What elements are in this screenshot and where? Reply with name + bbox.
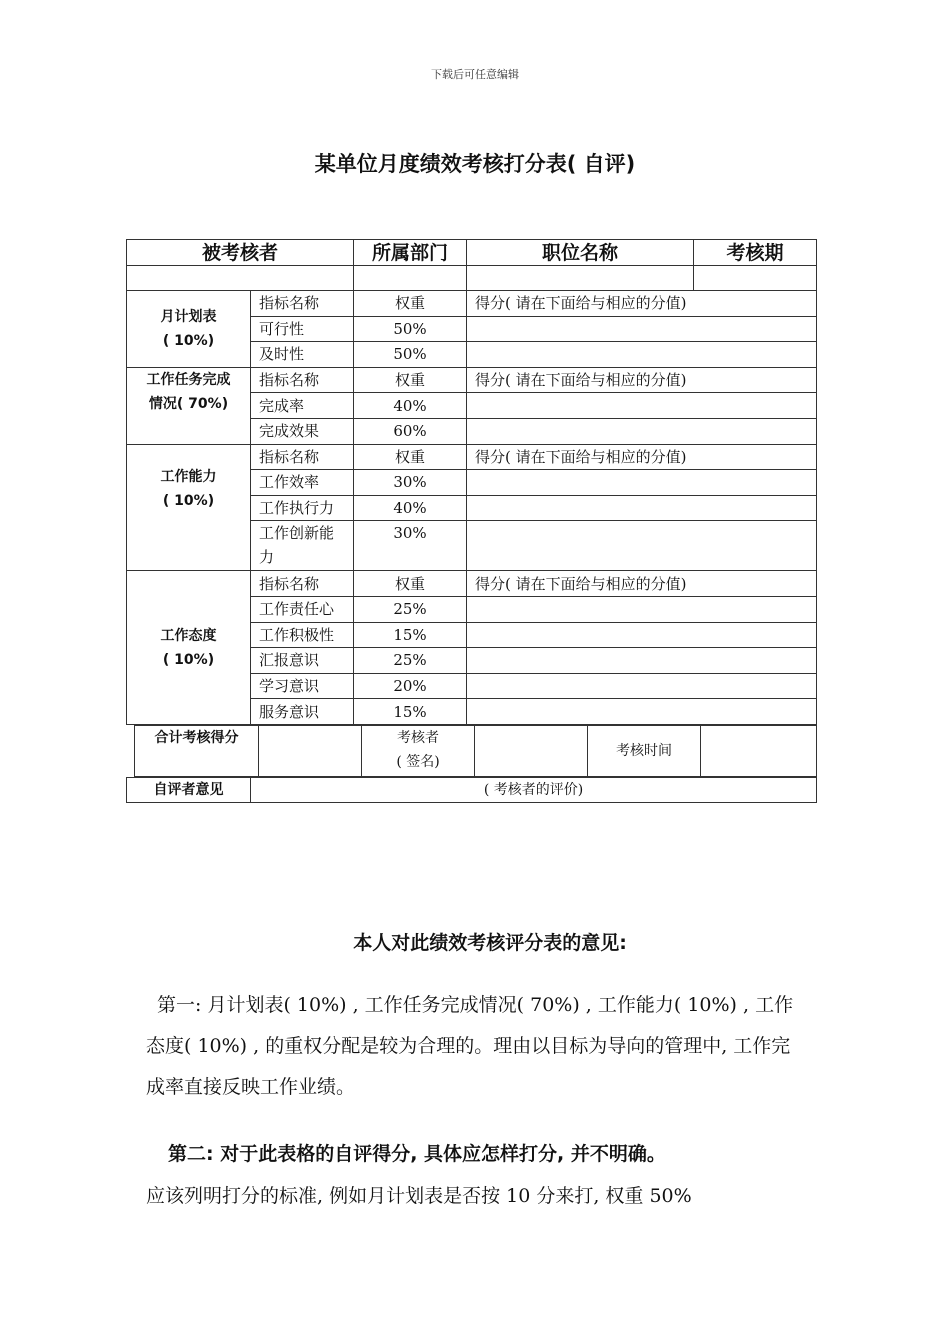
indicator-name: 完成效果 [251, 418, 354, 444]
category-pct: 情况( 70%) [148, 395, 229, 412]
indicator-name: 及时性 [251, 342, 354, 368]
opinion-row [127, 778, 817, 803]
indicator-weight: 15% [354, 622, 467, 648]
table-row [127, 444, 817, 470]
category-cell [127, 291, 251, 368]
period-cell[interactable] [694, 266, 817, 291]
weight-head: 权重 [354, 367, 467, 393]
score-cell[interactable] [467, 316, 817, 342]
indicator-weight: 50% [354, 316, 467, 342]
indicator-weight: 50% [354, 342, 467, 368]
self-opinion-label: 自评者意见 [127, 778, 251, 803]
paragraph-1: 第一: 月计划表( 10%) , 工作任务完成情况( 70%) , 工作能力( 10%) , 工作态度( 10%) , 的重权分配是较为合理的。理由以目标为导向的管理中, 工作完成率直接反映工作业绩。 [146, 994, 794, 1098]
indicator-weight: 30% [354, 470, 467, 496]
assessee-cell[interactable] [127, 266, 354, 291]
indicator-weight: 30% [354, 521, 467, 571]
category-name: 工作任务完成 [146, 371, 231, 388]
indicator-name: 工作创新能力 [251, 521, 354, 571]
score-cell[interactable] [467, 673, 817, 699]
assessor-label: 考核者 [397, 730, 439, 746]
weight-head: 权重 [354, 571, 467, 597]
score-cell[interactable] [467, 622, 817, 648]
score-cell[interactable] [467, 495, 817, 521]
indicator-name: 工作积极性 [251, 622, 354, 648]
score-cell[interactable] [467, 521, 817, 571]
category-cell [127, 444, 251, 571]
score-cell[interactable] [467, 648, 817, 674]
info-header-period: 考核期 [694, 240, 817, 266]
score-cell[interactable] [467, 596, 817, 622]
paragraph-2: 第二: 对于此表格的自评得分, 具体应怎样打分, 并不明确。 [168, 1143, 666, 1165]
category-name: 工作能力 [160, 468, 217, 485]
indicator-weight: 25% [354, 648, 467, 674]
table-row [127, 367, 817, 393]
total-row [135, 726, 817, 777]
indicator-weight: 25% [354, 596, 467, 622]
info-input-row [127, 266, 817, 291]
indicator-name: 服务意识 [251, 699, 354, 725]
indicator-head: 指标名称 [251, 291, 354, 317]
score-head: 得分( 请在下面给与相应的分值) [467, 367, 817, 393]
category-pct: ( 10%) [162, 651, 215, 668]
total-table [134, 725, 817, 777]
department-cell[interactable] [354, 266, 467, 291]
assessor-sign-label: ( 签名) [396, 754, 440, 770]
indicator-head: 指标名称 [251, 367, 354, 393]
info-table [126, 239, 817, 291]
total-score-cell[interactable] [259, 726, 362, 777]
assessor-label-cell [362, 726, 475, 777]
category-pct: ( 10%) [162, 492, 215, 509]
indicator-weight: 40% [354, 495, 467, 521]
indicator-head: 指标名称 [251, 444, 354, 470]
indicator-name: 工作执行力 [251, 495, 354, 521]
table-row [127, 291, 817, 317]
total-score-label: 合计考核得分 [135, 726, 259, 777]
info-header-department: 所属部门 [354, 240, 467, 266]
score-head: 得分( 请在下面给与相应的分值) [467, 571, 817, 597]
score-head: 得分( 请在下面给与相应的分值) [467, 444, 817, 470]
info-header-position: 职位名称 [467, 240, 694, 266]
assessor-sign-cell[interactable] [475, 726, 588, 777]
paragraph-3: 应该列明打分的标准, 例如月计划表是否按 10 分来打, 权重 50% [146, 1185, 692, 1207]
indicator-name: 完成率 [251, 393, 354, 419]
category-pct: ( 10%) [162, 332, 215, 349]
opinion-table [126, 777, 817, 803]
score-cell[interactable] [467, 393, 817, 419]
section-title: 本人对此绩效考核评分表的意见: [353, 932, 627, 954]
score-table [126, 290, 817, 725]
indicator-weight: 15% [354, 699, 467, 725]
category-cell [127, 367, 251, 444]
indicator-name: 学习意识 [251, 673, 354, 699]
category-cell [127, 571, 251, 725]
category-name: 月计划表 [160, 308, 217, 325]
score-cell[interactable] [467, 699, 817, 725]
indicator-name: 工作效率 [251, 470, 354, 496]
position-cell[interactable] [467, 266, 694, 291]
assess-time-label: 考核时间 [588, 726, 701, 777]
category-name: 工作态度 [160, 627, 217, 644]
self-opinion-cell[interactable]: ( 考核者的评价) [251, 778, 817, 803]
info-header-row [127, 240, 817, 266]
info-header-assessee: 被考核者 [127, 240, 354, 266]
score-cell[interactable] [467, 342, 817, 368]
weight-head: 权重 [354, 291, 467, 317]
indicator-head: 指标名称 [251, 571, 354, 597]
assess-time-cell[interactable] [701, 726, 817, 777]
score-cell[interactable] [467, 418, 817, 444]
indicator-weight: 20% [354, 673, 467, 699]
indicator-name: 可行性 [251, 316, 354, 342]
header-note: 下载后可任意编辑 [431, 68, 519, 81]
page-title: 某单位月度绩效考核打分表( 自评) [314, 152, 636, 176]
table-row [127, 571, 817, 597]
indicator-name: 汇报意识 [251, 648, 354, 674]
score-cell[interactable] [467, 470, 817, 496]
indicator-weight: 40% [354, 393, 467, 419]
score-head: 得分( 请在下面给与相应的分值) [467, 291, 817, 317]
weight-head: 权重 [354, 444, 467, 470]
indicator-name: 工作责任心 [251, 596, 354, 622]
indicator-weight: 60% [354, 418, 467, 444]
